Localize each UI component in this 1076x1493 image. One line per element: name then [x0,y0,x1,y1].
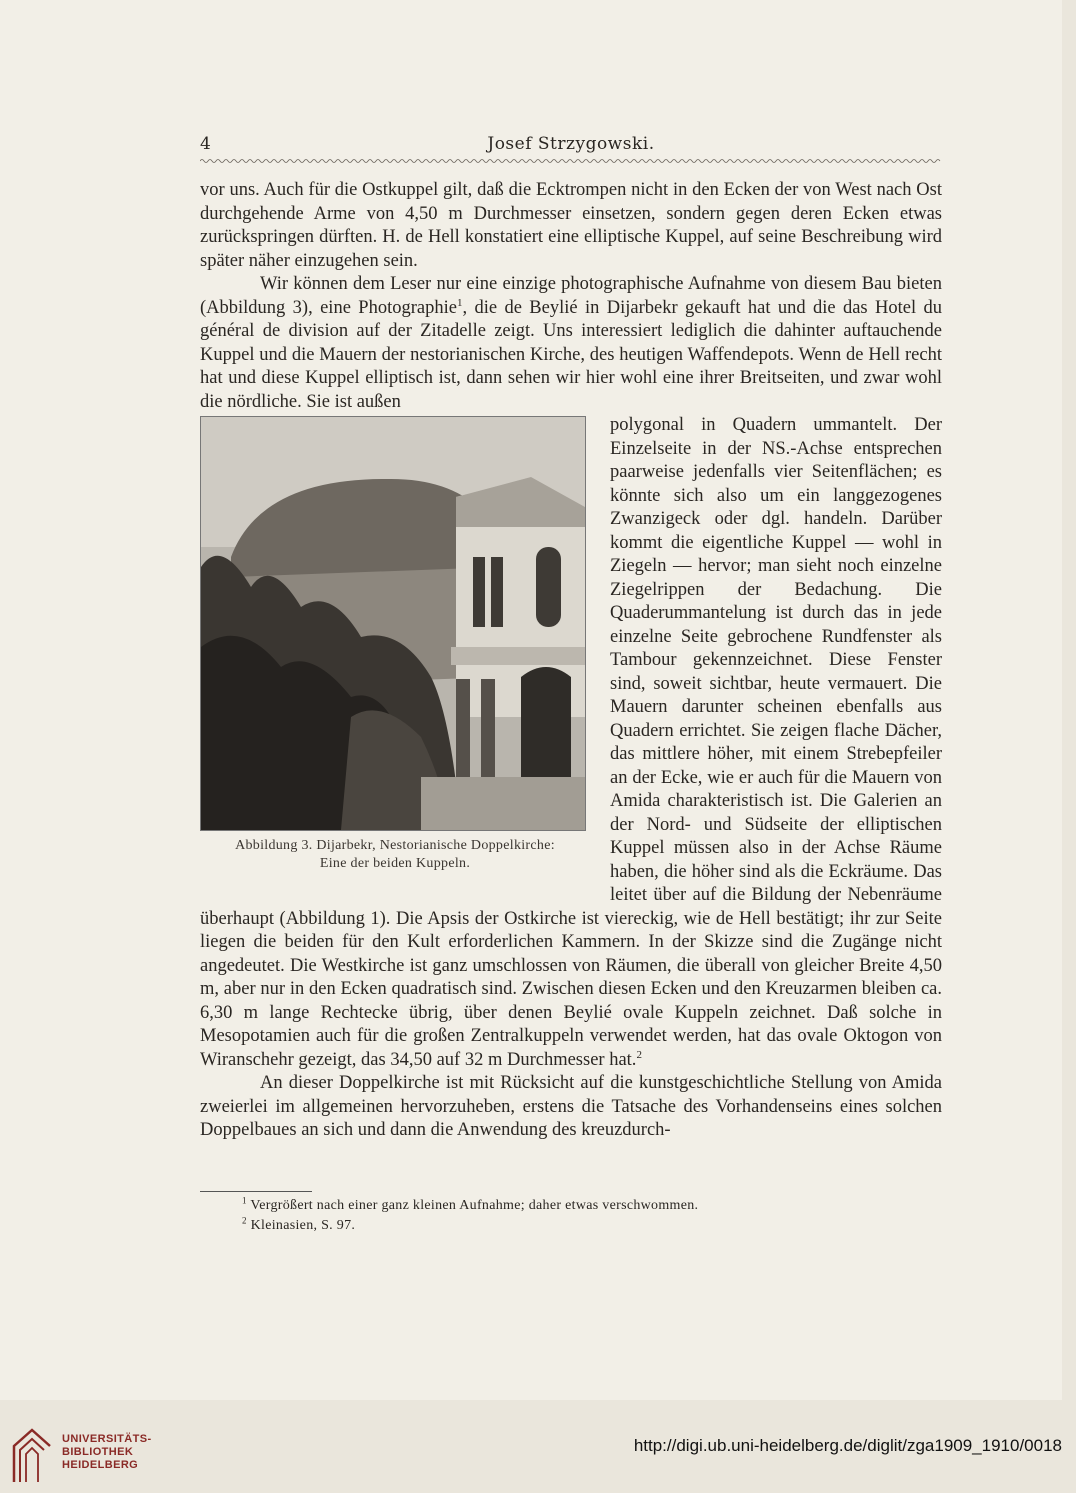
footnote-1 [242,1196,698,1216]
figure-caption-line-1: Abbildung 3. Dijarbekr, Nestorianische Doppelkirche: [235,838,555,853]
footnotes [242,1196,698,1236]
figure-caption-line-2: Eine der beiden Kuppeln. [319,856,471,871]
figure-3 [200,416,590,886]
paragraph-4: An dieser Doppelkirche ist mit Rücksicht auf die kunstgeschichtliche Stellung von Amida zweierlei im allgemeinen hervorzuheben, erstens die Tatsache des Vorhandenseins eines solchen Doppelbaues an sich und dann die Anwendung des kreuzdurch- [200,1073,942,1140]
footnote-mark-2: 2 [636,1048,642,1061]
footnote-2-mark: 2 [242,1215,247,1226]
paragraph-3-text: polygonal in Quadern ummantelt. Der Einzelseite in der NS.-Achse entsprechen paarweise jedenfalls vier Seitenflächen; es könnte sich also um ein langgezogenes Zwanzigeck oder dgl. handeln. Darüber kommt die eigentliche Kuppel — wohl in Ziegeln — hervor; man sieht noch einzelne Ziegelrippen der Bedachung. Die Quaderummantelung ist durch das in jede einzelne Seite gebrochene Rundfenster als Tambour gekennzeichnet. Diese Fenster sind, soweit sichtbar, heute vermauert. Die Mauern darunter scheinen ebenfalls aus Quadern errichtet. Sie zeigen flache Dächer, das mittlere höher, mit einem Strebepfeiler an der Ecke, wie er auch für die Mauern von Amida charakteristisch ist. Die Galerien an der Nord- und Südseite der elliptischen Kuppel müssen also in der Achse Räume haben, die höher sind als die Eckräume. Das leitet über auf die Bildung der Nebenräume überhaupt (Abbildung 1). Die Apsis der Ostkirche ist viereckig, wie de Hell bestätigt; ihr zur Seite liegen die beiden für den Kult erforderlichen Kammern. In der Skizze sind die Zugänge nicht angedeutet. Die Westkirche ist ganz umschlossen von Räumen, die überall von gleicher Breite 4,50 m, aber nur in den Ecken quadratisch sind. Zwischen diesen Ecken und den Kreuzarmen bleiben ca. 6,30 m lange Rechtecke übrig, über denen Beylié ovale Kuppeln zeichnet. Daß solche in Mesopotamien auch für die großen Zentralkuppeln verwendet werden, hat das ovale Oktogon von Wiranschehr gezeigt, das 34,50 auf 32 m Durchmesser hat. [200,415,942,1070]
footnote-rule [200,1191,312,1192]
university-library-logo-icon [12,1428,52,1484]
library-name-line-2: BIBLIOTHEK [62,1446,134,1458]
wavy-rule [200,158,942,164]
paragraph-2-start: Wir können dem Leser nur eine einzige photographische Aufnahme von diesem Bau bieten (Abbildung 3), eine Photographie [200,274,942,318]
church-dome-photograph [200,416,586,831]
library-name [62,1433,152,1472]
footnote-1-mark: 1 [242,1195,247,1206]
library-name-line-3: HEIDELBERG [62,1459,139,1471]
page-header [200,134,942,164]
footnote-1-text: Vergrößert nach einer ganz kleinen Aufnahme; daher etwas verschwommen. [250,1198,699,1213]
running-title: Josef Strzygowski. [487,134,655,154]
footnote-2-text: Kleinasien, S. 97. [250,1218,356,1233]
footnote-mark-1: 1 [456,296,463,309]
paragraph-2 [200,273,942,414]
paragraph-1: vor uns. Auch für die Ostkuppel gilt, daß die Ecktrompen nicht in den Ecken der von West nach Ost durchgehende Arme von 4,50 m Durchmesser einsetzen, sondern gegen deren Ecken etwas zurückspringen dürften. H. de Hell konstatiert eine elliptische Kuppel, auf seine Beschreibung wird später näher einzugehen sein. [200,180,942,271]
library-name-line-1: UNIVERSITÄTS- [62,1433,152,1445]
paragraph-2-end: , die de Beylié in Dijarbekr gekauft hat und die das Hotel du général de division auf der Zitadelle zeigt. Uns interessiert lediglich die dahinter auftauchende Kuppel und die Mauern der nestorianischen Kirche, des heutigen Waffendepots. Wenn de Hell recht hat und diese Kuppel elliptisch ist, dann sehen wir hier wohl eine ihrer Breitseiten, und zwar wohl die nördliche. Sie ist außen [200,297,942,412]
footnote-2 [242,1216,698,1236]
body-text [200,179,942,1143]
source-url[interactable]: http://digi.ub.uni-heidelberg.de/diglit/zga1909_1910/0018 [633,1436,1062,1455]
page-number: 4 [200,134,211,154]
figure-caption [200,837,590,873]
